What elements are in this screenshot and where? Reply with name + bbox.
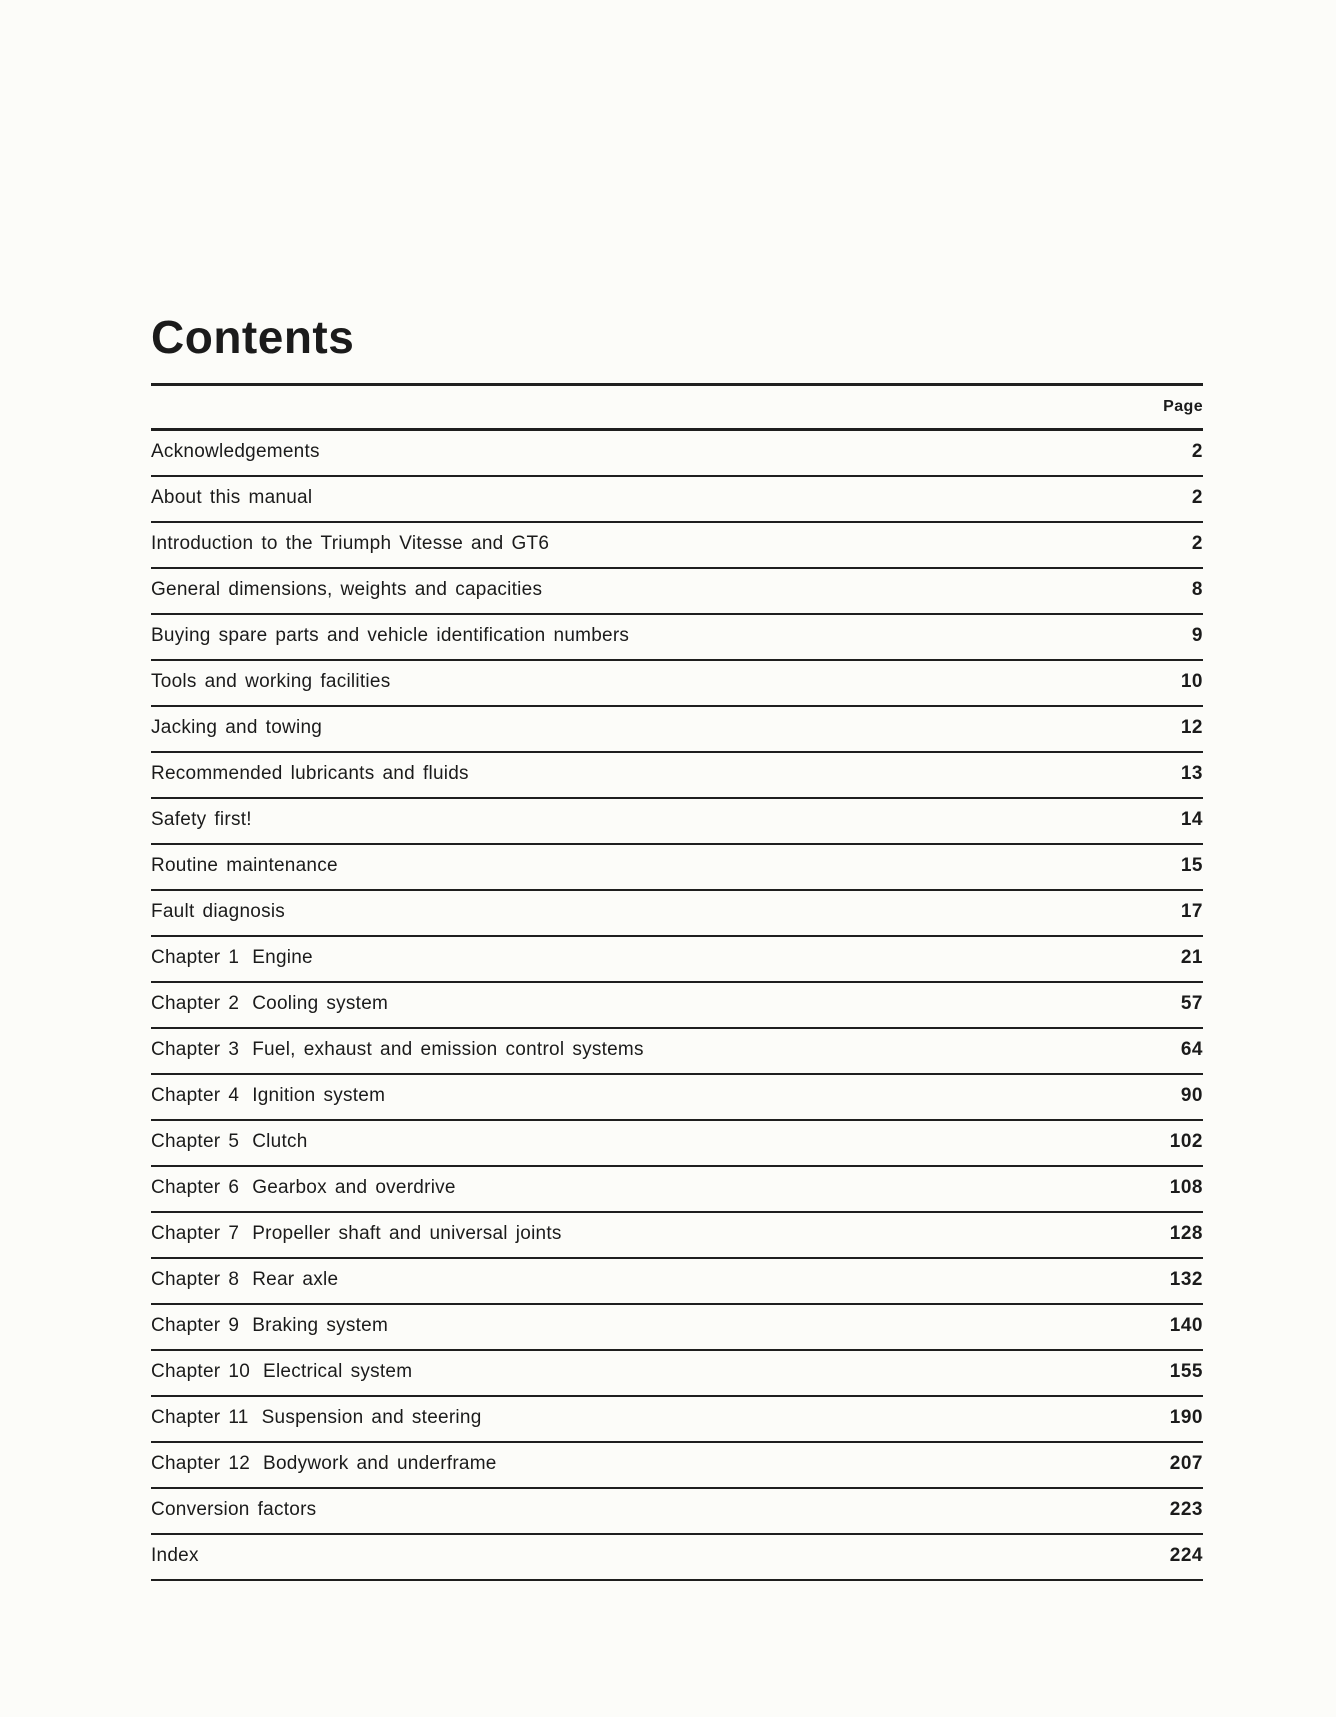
toc-entry-page: 14 [1180, 808, 1203, 830]
toc-row [151, 1305, 1203, 1351]
toc-entry-page: 2 [1191, 440, 1203, 462]
toc-row [151, 983, 1203, 1029]
toc-row [151, 1259, 1203, 1305]
toc-entry-page: 13 [1180, 762, 1203, 784]
toc-row [151, 615, 1203, 661]
toc-entry-title: Recommended lubricants and fluids [151, 762, 469, 784]
toc-entry-title: Fault diagnosis [151, 900, 286, 922]
toc-entry-page: 155 [1169, 1360, 1203, 1382]
toc-entry-title: Acknowledgements [151, 440, 320, 462]
toc-entry-page: 15 [1180, 854, 1203, 876]
toc-row [151, 1443, 1203, 1489]
toc-entry-title: Safety first! [151, 808, 252, 830]
toc-entry-page: 57 [1180, 992, 1203, 1014]
toc-entry-title: Buying spare parts and vehicle identification numbers [151, 624, 630, 646]
toc-row [151, 707, 1203, 753]
toc-entry-chapter: Chapter 7 [151, 1222, 240, 1244]
toc-entry-chapter: Chapter 4 [151, 1084, 240, 1106]
toc-row [151, 1121, 1203, 1167]
toc-row [151, 1489, 1203, 1535]
toc-entry-title: Chapter 12 Bodywork and underframe [151, 1452, 497, 1474]
toc-entry-page: 64 [1180, 1038, 1203, 1060]
toc-entry-page: 2 [1191, 532, 1203, 554]
toc-entry-title: Jacking and towing [151, 716, 323, 738]
toc-entry-page: 21 [1180, 946, 1203, 968]
toc-entry-chapter: Chapter 8 [151, 1268, 240, 1290]
toc-row [151, 1075, 1203, 1121]
toc-row [151, 661, 1203, 707]
toc-entry-title: Chapter 4 Ignition system [151, 1084, 386, 1106]
toc-row [151, 845, 1203, 891]
toc-entry-page: 10 [1180, 670, 1203, 692]
toc-entry-page: 132 [1169, 1268, 1203, 1290]
toc-entry-title: Chapter 8 Rear axle [151, 1268, 339, 1290]
toc-entry-title: Chapter 6 Gearbox and overdrive [151, 1176, 456, 1198]
toc-entry-title: Chapter 10 Electrical system [151, 1360, 413, 1382]
toc-entry-title: Introduction to the Triumph Vitesse and GT6 [151, 532, 550, 554]
toc-entry-page: 224 [1169, 1544, 1203, 1566]
toc-entry-title: Index [151, 1544, 199, 1566]
toc-row [151, 1167, 1203, 1213]
toc-row [151, 753, 1203, 799]
toc-row [151, 523, 1203, 569]
toc-entry-page: 90 [1180, 1084, 1203, 1106]
toc-entry-title: Chapter 2 Cooling system [151, 992, 389, 1014]
toc-entry-page: 8 [1191, 578, 1203, 600]
toc-row [151, 1397, 1203, 1443]
toc-entry-title: Routine maintenance [151, 854, 338, 876]
toc-row [151, 1535, 1203, 1581]
toc-row [151, 799, 1203, 845]
toc-entry-title: Chapter 7 Propeller shaft and universal joints [151, 1222, 562, 1244]
toc-row [151, 891, 1203, 937]
toc-entry-title: Conversion factors [151, 1498, 317, 1520]
toc-entry-page: 9 [1191, 624, 1203, 646]
toc-entry-chapter: Chapter 11 [151, 1406, 249, 1428]
toc-row [151, 431, 1203, 477]
toc-row [151, 477, 1203, 523]
toc-entry-page: 108 [1169, 1176, 1203, 1198]
toc-entry-title: Chapter 9 Braking system [151, 1314, 389, 1336]
toc-entry-chapter: Chapter 6 [151, 1176, 240, 1198]
toc-entry-page: 2 [1191, 486, 1203, 508]
toc-entry-title: Chapter 5 Clutch [151, 1130, 308, 1152]
toc-row [151, 937, 1203, 983]
toc-entry-chapter: Chapter 2 [151, 992, 240, 1014]
toc-entry-chapter: Chapter 12 [151, 1452, 251, 1474]
toc-entry-title: About this manual [151, 486, 313, 508]
contents-block [151, 311, 1203, 1581]
toc-entry-page: 128 [1169, 1222, 1203, 1244]
toc-entry-chapter: Chapter 1 [151, 946, 240, 968]
toc-list [151, 431, 1203, 1581]
toc-entry-chapter: Chapter 5 [151, 1130, 240, 1152]
toc-row [151, 569, 1203, 615]
toc-entry-page: 190 [1169, 1406, 1203, 1428]
toc-row [151, 1029, 1203, 1075]
toc-entry-chapter: Chapter 10 [151, 1360, 251, 1382]
toc-entry-title: Chapter 3 Fuel, exhaust and emission control systems [151, 1038, 644, 1060]
page-column-label: Page [1163, 398, 1203, 415]
toc-entry-page: 207 [1169, 1452, 1203, 1474]
toc-entry-title: Tools and working facilities [151, 670, 391, 692]
toc-entry-chapter: Chapter 9 [151, 1314, 240, 1336]
toc-entry-title: General dimensions, weights and capacities [151, 578, 543, 600]
toc-entry-page: 17 [1180, 900, 1203, 922]
toc-entry-title: Chapter 11 Suspension and steering [151, 1406, 482, 1428]
page-column-header-row [151, 386, 1203, 431]
page-title: Contents [151, 311, 355, 363]
toc-entry-page: 12 [1180, 716, 1203, 738]
toc-entry-title: Chapter 1 Engine [151, 946, 313, 968]
toc-entry-page: 140 [1169, 1314, 1203, 1336]
toc-entry-page: 223 [1169, 1498, 1203, 1520]
toc-entry-page: 102 [1169, 1130, 1203, 1152]
toc-entry-chapter: Chapter 3 [151, 1038, 240, 1060]
toc-row [151, 1351, 1203, 1397]
toc-row [151, 1213, 1203, 1259]
